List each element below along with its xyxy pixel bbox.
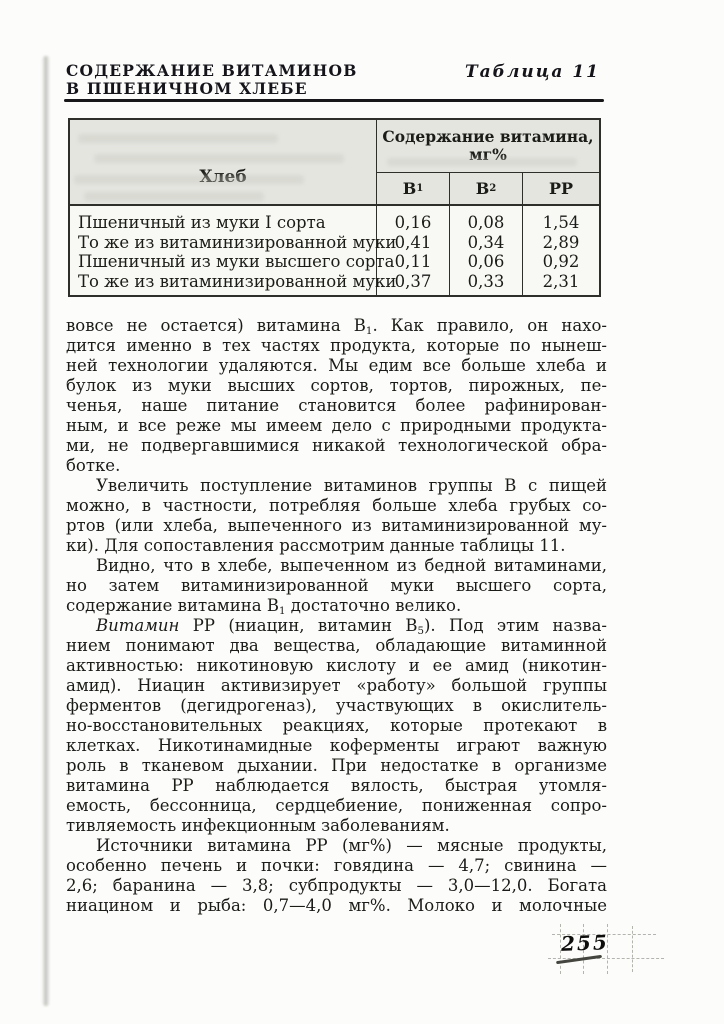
body-line: особенно печень и почки: говядина — 4,7; свинина —: [66, 856, 607, 875]
body-line: ченья, наше питание становится более рафинирован-: [66, 396, 607, 415]
body-line: но затем витаминизированной муки высшего сорта,: [66, 576, 607, 595]
vitamin-table: [68, 118, 601, 297]
body-line: ботке.: [66, 456, 121, 475]
table-header-group-line1: Содержание витамина,: [382, 127, 594, 146]
table-values-b2: [450, 206, 523, 295]
running-head-line2: В ПШЕНИЧНОМ ХЛЕБЕ: [66, 78, 308, 98]
table-header-bread: [70, 120, 377, 206]
table-header-group-line2: мг%: [469, 145, 507, 164]
body-line: емость, бессонница, сердцебиение, пониженная сопро-: [66, 796, 607, 815]
body-line: но-восстановительных реакциях, которые протекают в: [66, 716, 607, 735]
bleedthrough-smudge: [94, 154, 344, 163]
table-row-labels: [70, 206, 397, 295]
body-line: роль в тканевом дыхании. При недостатке в организме: [66, 756, 607, 775]
scan-gutter-shadow: [42, 56, 50, 1006]
table-cell-value: 2,89: [542, 232, 580, 252]
body-text: [66, 316, 607, 916]
body-line: можно, в частности, потребляя больше хлеба грубых со-: [66, 496, 607, 515]
table-row-label: То же из витаминизированной муки: [78, 271, 397, 291]
body-line: ным, и все реже мы имеем дело с природными продукта-: [66, 416, 607, 435]
table-header-bread-label: Хлеб: [199, 167, 247, 187]
table-cell-value: 2,31: [542, 271, 580, 291]
body-line: активностью: никотиновую кислоту и ее амид (никотин-: [66, 656, 607, 675]
table-cell-value: 1,54: [542, 213, 580, 232]
body-line: нием понимают два вещества, обладающие витаминной: [66, 636, 607, 655]
table-cell-value: 0,37: [394, 271, 432, 291]
table-header-group: [377, 120, 599, 173]
page-number: 255: [560, 930, 610, 956]
table-cell-value: 0,34: [467, 232, 505, 252]
bleedthrough-smudge: [74, 175, 304, 184]
body-line: тивляемость инфекционным заболеваниям.: [66, 816, 450, 835]
body-line: Увеличить поступление витаминов группы В с пищей: [96, 476, 607, 495]
table-cell-value: 0,11: [394, 252, 432, 271]
bleedthrough-smudge: [78, 134, 278, 143]
body-line: ферментов (дегидрогеназ), участвующих в окислитель-: [66, 696, 607, 715]
table-header-pp: РР: [523, 173, 599, 206]
body-line: Витамин РР (ниацин, витамин В5). Под этим назва-: [96, 616, 607, 637]
body-line: Источники витамина РР (мг%) — мясные продукты,: [96, 836, 607, 855]
body-line: ней технологии удаляются. Мы едим все больше хлеба и: [66, 356, 607, 375]
table-cell-value: 0,16: [394, 213, 432, 232]
table-row-label: Пшеничный из муки высшего сорта: [78, 252, 395, 271]
header-rule: [64, 99, 604, 102]
table-header-b2: В 2: [450, 173, 523, 206]
table-cell-value: 0,92: [542, 252, 580, 271]
table-cell-value: 0,08: [467, 213, 505, 232]
body-line: дится именно в тех частях продукта, которые по нынеш-: [66, 336, 607, 355]
registration-mark: [632, 926, 633, 972]
bleedthrough-smudge: [387, 158, 577, 166]
running-head-line1: СОДЕРЖАНИЕ ВИТАМИНОВ: [66, 61, 358, 80]
body-line: витамина РР наблюдается вялость, быстрая утомля-: [66, 776, 607, 795]
body-line: ртов (или хлеба, выпеченного из витаминизированной му-: [66, 516, 607, 535]
table-row-label: Пшеничный из муки I сорта: [78, 213, 326, 232]
body-line: амид). Ниацин активизирует «работу» большой группы: [66, 676, 607, 695]
body-line: клетках. Никотинамидные коферменты играют важную: [66, 736, 607, 755]
body-line: вовсе не остается) витамина В1. Как правило, он нахо-: [66, 316, 607, 337]
body-line: ниацином и рыба: 0,7—4,0 мг%. Молоко и молочные: [66, 896, 607, 915]
body-line: ми, не подвергавшимися никакой технологической обра-: [66, 436, 607, 455]
body-line: содержание витамина В1 достаточно велико.: [66, 596, 462, 617]
table-row-label: То же из витаминизированной муки: [78, 232, 397, 252]
body-line: 2,6; баранина — 3,8; субпродукты — 3,0—12,0. Богата: [66, 876, 607, 895]
body-line: булок из муки высших сортов, тортов, пирожных, пе-: [66, 376, 607, 395]
bleedthrough-smudge: [84, 192, 264, 201]
table-cell-value: 0,33: [467, 271, 505, 291]
body-line: ки). Для сопоставления рассмотрим данные таблицы 11.: [66, 536, 566, 555]
body-line: Видно, что в хлебе, выпеченном из бедной витаминами,: [96, 556, 607, 575]
table-values-pp: [523, 206, 599, 295]
table-caption: Таблица 11: [465, 62, 600, 82]
page-number-zone: [548, 924, 688, 980]
table-header-b1: В 1: [377, 173, 450, 206]
table-cell-value: 0,06: [467, 252, 505, 271]
pen-swash: [556, 955, 602, 964]
table-cell-value: 0,41: [394, 232, 432, 252]
table-values-b1: [377, 206, 450, 295]
